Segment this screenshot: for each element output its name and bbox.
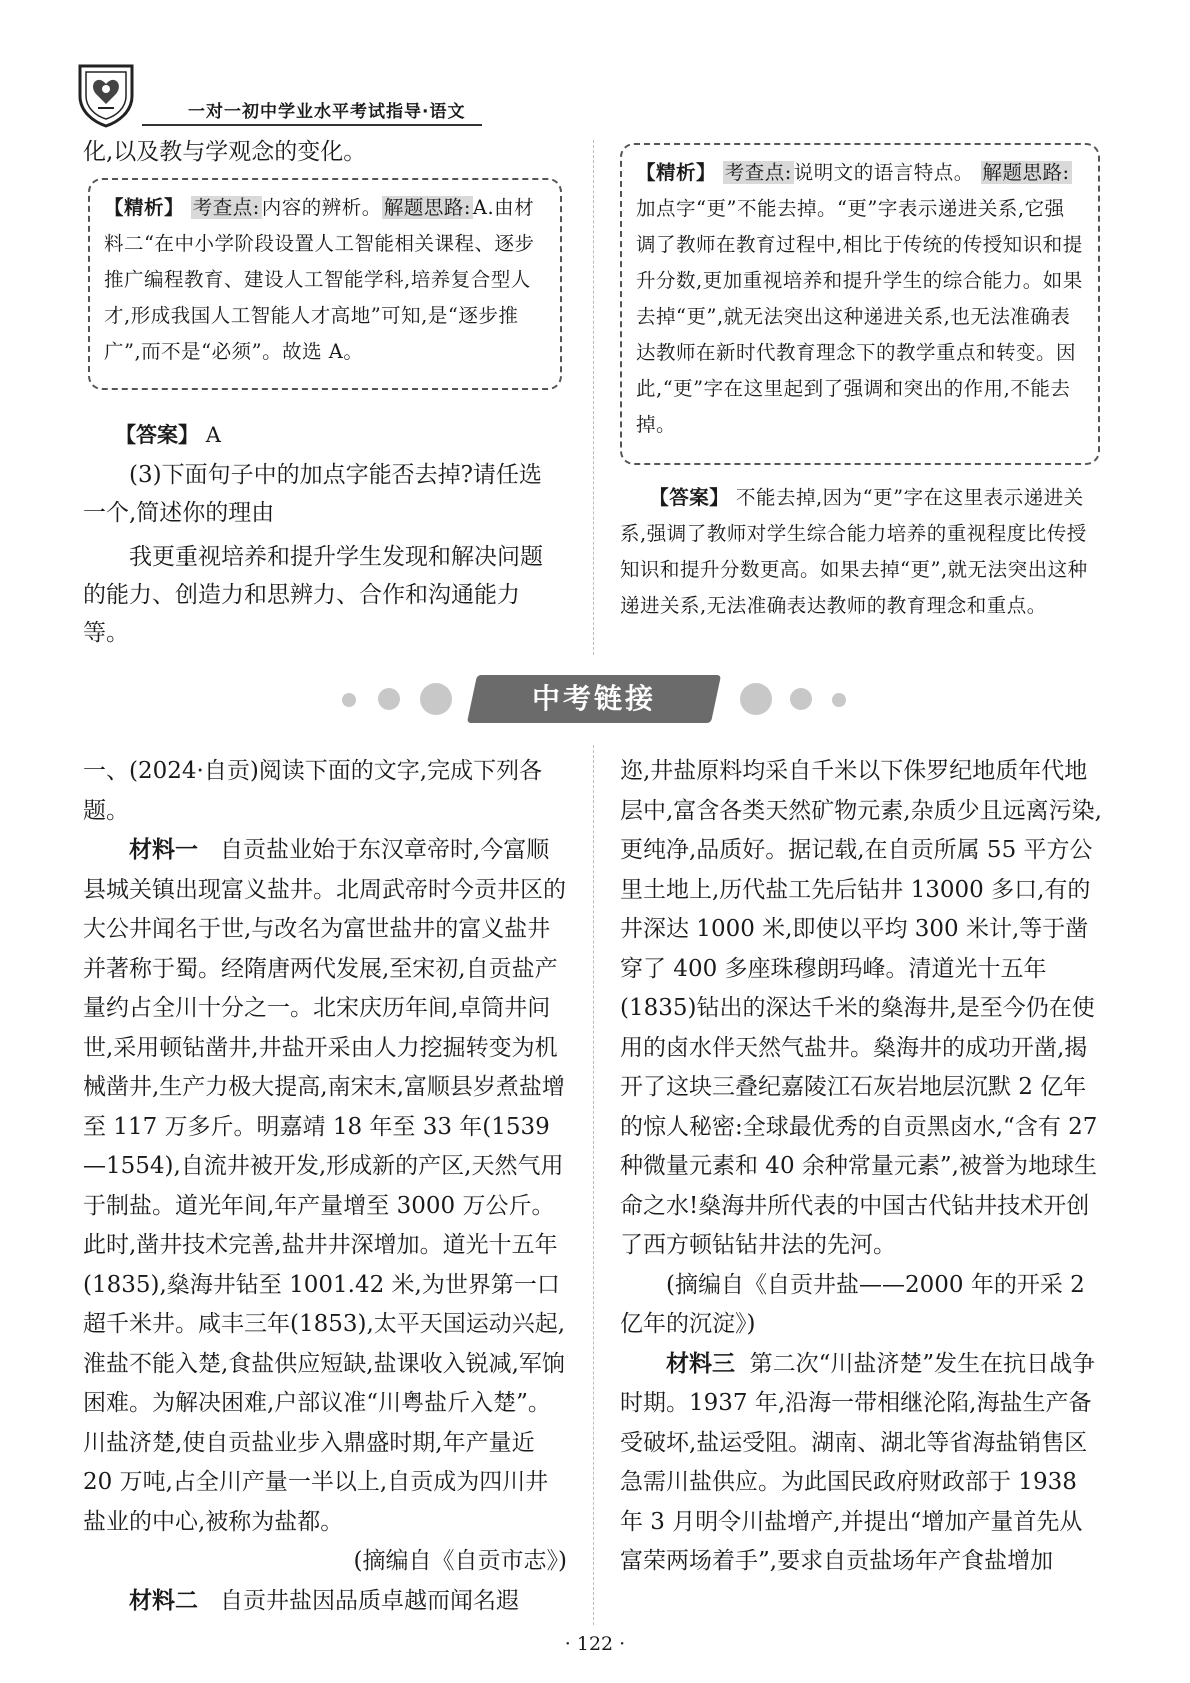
material-right-column — [620, 752, 1104, 1582]
header-rule — [142, 124, 482, 126]
material-1-text: 自贡盐业始于东汉章帝时,今富顺县城关镇出现富义盐井。北周武帝时今贡井区的大公井闻名于世,与改名为富世盐井的富义盐井并著称于蜀。经隋唐两代发展,至宋初,自贡盐产量约占全川十分之一。北宋庆历年间,卓筒井问世,采用顿钻凿井,井盐开采由人力挖掘转变为机械凿井,生产力极大提高,南宋末,富顺县岁煮盐增至 117 万多斤。明嘉靖 18 年至 33 年(1539—1554),自流井被开发,形成新的产区,天然气用于制盐。道光年间,年产量增至 3000 万公斤。此时,凿井技术完善,盐井井深增加。道光十五年(1835),燊海井钻至 1001.42 米,为世界第一口超千米井。咸丰三年(1853),太平天国运动兴起,淮盐不能入楚,食盐供应短缺,盐课收入锐减,军饷困难。为解决困难,户部议准“川粤盐斤入楚”。川盐济楚,使自贡盐业步入鼎盛时期,年产量近 20 万吨,占全川产量一半以上,自贡成为四川井盐业的中心,被称为盐都。 — [83, 837, 566, 1535]
question-3: (3)下面句子中的加点字能否去掉?请任选一个,简述你的理由 — [83, 462, 542, 526]
dotted-char: 更 — [152, 544, 175, 570]
material-3-label: 材料三 — [666, 1350, 735, 1377]
analysis-box-left — [88, 178, 562, 390]
material-2-label: 材料二 — [129, 1587, 198, 1614]
answer-label: 【答案】 — [649, 486, 730, 509]
material-1-label: 材料一 — [129, 837, 198, 863]
silu-text: A.由材料二“在中小学阶段设置人工智能相关课程、逐步推广编程教育、建设人工智能学科,培养复合型人才,形成我国人工智能人才高地”可知,是“逐步推广”,而不是“必须”。故选 A。 — [104, 196, 535, 363]
page-number: · 122 · — [564, 1633, 626, 1655]
material-2-text-start: 自贡井盐因品质卓越而闻名遐 — [219, 1587, 519, 1614]
banner-dot — [832, 693, 846, 707]
example-sentence — [83, 538, 563, 652]
answer-value: A — [205, 423, 221, 447]
analysis-label: 【精析】 — [636, 161, 717, 184]
material-1-source: (摘编自《自贡市志》) — [353, 1548, 567, 1574]
answer-block-right — [620, 480, 1100, 624]
silu-label: 解题思路: — [982, 161, 1070, 184]
kaocha-text: 内容的辨析。 — [261, 196, 382, 219]
column-divider — [593, 140, 594, 655]
analysis-box-right — [620, 143, 1100, 465]
material-1 — [83, 831, 567, 1542]
material-2-text-cont: 迩,井盐原料均采自千米以下侏罗纪地质年代地层中,富含各类天然矿物元素,杂质少且远离污染,更纯净,品质好。据记载,在自贡所属 55 平方公里土地上,历代盐工先后钻井 13000 多口,有的井深达 1000 米,即使以平均 300 米计,等于凿穿了 400 多座珠穆朗玛峰。清道光十五年(1835)钻出的深达千米的燊海井,是至今仍在使用的卤水伴天然气盐井。燊海井的成功开凿,揭开了这块三叠纪嘉陵江石灰岩地层沉默 2 亿年的惊人秘密:全球最优秀的自贡黑卤水,“含有 27 种微量元素和 40 余种常量元素”,被誉为地球生命之水!燊海井所代表的中国古代钻井技术开创了西方顿钻钻井法的先河。 — [620, 758, 1102, 1258]
sentence-pre: 我 — [129, 544, 152, 570]
material-2-start — [83, 1582, 567, 1622]
banner-dot — [790, 688, 812, 710]
section-banner — [320, 670, 870, 732]
answer-line-left — [115, 416, 221, 454]
school-logo — [76, 62, 136, 128]
kaocha-label: 考查点: — [192, 196, 260, 219]
silu-label: 解题思路: — [383, 196, 471, 219]
material-3-text: 第二次“川盐济楚”发生在抗日战争时期。1937 年,沿海一带相继沦陷,海盐生产备受破坏,盐运受阻。湖南、湖北等省海盐销售区急需川盐供应。为此国民政府财政部于 1938 年 3 月明令川盐增产,并提出“增加产量首先从富荣两场着手”,要求自贡盐场年产食盐增加 — [620, 1350, 1096, 1574]
banner-dot — [740, 683, 772, 715]
material-2-source: (摘编自《自贡井盐——2000 年的开采 2 亿年的沉淀》) — [620, 1271, 1085, 1337]
sentence-post: 重视培养和提升学生发现和解决问题的能力、创造力和思辨力、合作和沟通能力等。 — [83, 544, 543, 646]
header-title: 一对一初中学业水平考试指导·语文 — [188, 102, 466, 122]
banner-dot — [420, 683, 452, 715]
question-intro: 一、(2024·自贡)阅读下面的文字,完成下列各题。 — [83, 758, 543, 824]
banner-dot — [378, 688, 400, 710]
analysis-label: 【精析】 — [104, 196, 185, 219]
banner-dot — [342, 693, 356, 707]
answer-text: 不能去掉,因为“更”字在这里表示递进关系,强调了教师对学生综合能力培养的重视程度比传授知识和提升分数更高。如果去掉“更”,就无法突出这种递进关系,无法准确表达教师的教育理念和重点。 — [620, 486, 1088, 617]
silu-text: 加点字“更”不能去掉。“更”字表示递进关系,它强调了教师在教育过程中,相比于传统的传授知识和提升分数,更加重视培养和提升学生的综合能力。如果去掉“更”,就无法突出这种递进关系,也无法准确表达教师在新时代教育理念下的教学重点和转变。因此,“更”字在这里起到了强调和突出的作用,不能去掉。 — [636, 197, 1083, 436]
column-divider — [593, 745, 594, 1625]
kaocha-label: 考查点: — [724, 161, 792, 184]
continuation-line: 化,以及教与学观念的变化。 — [83, 139, 367, 165]
material-left-column — [83, 752, 567, 1621]
banner-title: 中考链接 — [531, 682, 656, 715]
material-3 — [620, 1345, 1104, 1582]
kaocha-text: 说明文的语言特点。 — [793, 161, 974, 184]
answer-label: 【答案】 — [115, 423, 199, 447]
